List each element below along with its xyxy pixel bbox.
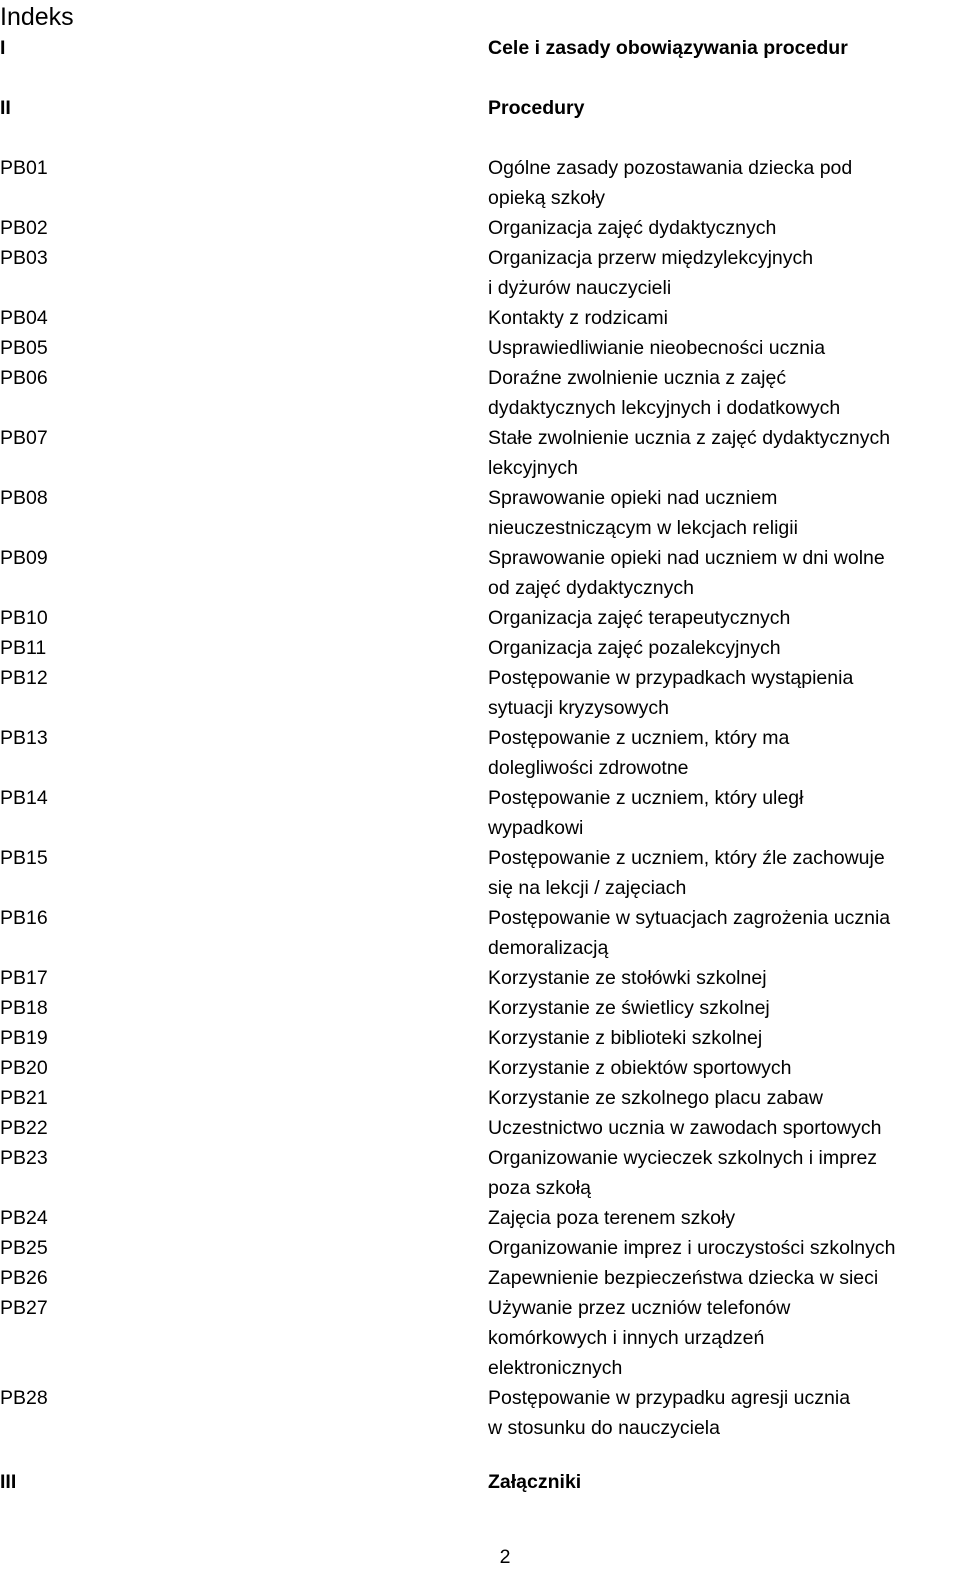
section-goals [0, 33, 960, 63]
procedure-title-line: Korzystanie ze stołówki szkolnej [488, 967, 767, 989]
procedure-title-line: poza szkołą [488, 1177, 591, 1199]
procedure-title-line: komórkowych i innych urządzeń [488, 1327, 765, 1349]
procedure-title-line: Postępowanie w sytuacjach zagrożenia ucznia [488, 907, 891, 929]
procedure-row [0, 1113, 960, 1143]
procedure-row [0, 1263, 960, 1293]
procedure-title-line: Zapewnienie bezpieczeństwa dziecka w sieci [488, 1267, 879, 1289]
procedure-title-line: Organizacja zajęć pozalekcyjnych [488, 637, 781, 659]
procedure-row [0, 633, 960, 663]
procedure-title-line: od zajęć dydaktycznych [488, 577, 694, 599]
procedure-code: PB01 [0, 157, 48, 179]
procedure-title [488, 1083, 960, 1113]
procedure-row [0, 723, 960, 783]
index-title: Indeks [0, 3, 74, 31]
procedure-title [488, 243, 960, 303]
procedure-title-line: Sprawowanie opieki nad uczniem [488, 487, 778, 509]
procedure-row [0, 1293, 960, 1383]
procedure-title [488, 363, 960, 423]
procedure-title-line: Postępowanie w przypadku agresji ucznia [488, 1387, 851, 1409]
procedure-code: PB03 [0, 247, 48, 269]
procedure-title-line: Organizacja zajęć terapeutycznych [488, 607, 791, 629]
procedure-code: PB05 [0, 337, 48, 359]
procedure-title [488, 1233, 960, 1263]
procedure-code: PB22 [0, 1117, 48, 1139]
procedure-title [488, 663, 960, 723]
procedure-title [488, 993, 960, 1023]
procedure-title-line: się na lekcji / zajęciach [488, 877, 687, 899]
procedure-code: PB25 [0, 1237, 48, 1259]
procedure-title [488, 1053, 960, 1083]
section-title: Załączniki [488, 1471, 582, 1493]
procedure-title-line: demoralizacją [488, 937, 609, 959]
procedure-code: PB28 [0, 1387, 48, 1409]
procedure-title [488, 843, 960, 903]
procedure-title-line: Organizacja przerw międzylekcyjnych [488, 247, 814, 269]
procedure-code: PB04 [0, 307, 48, 329]
page-number: 2 [499, 1546, 511, 1568]
procedure-row [0, 1233, 960, 1263]
procedure-row [0, 1083, 960, 1113]
procedure-title-line: Organizowanie imprez i uroczystości szkolnych [488, 1237, 896, 1259]
procedure-row [0, 1203, 960, 1233]
procedure-code: PB07 [0, 427, 48, 449]
procedure-row [0, 423, 960, 483]
procedure-title [488, 783, 960, 843]
procedure-code: PB16 [0, 907, 48, 929]
procedure-code: PB06 [0, 367, 48, 389]
procedure-title [488, 1143, 960, 1203]
procedure-title-line: Stałe zwolnienie ucznia z zajęć dydaktycznych [488, 427, 891, 449]
procedure-row [0, 483, 960, 543]
procedure-row [0, 663, 960, 723]
section-attachments [0, 1467, 960, 1497]
procedure-code: PB20 [0, 1057, 48, 1079]
procedure-code: PB08 [0, 487, 48, 509]
section-title: Cele i zasady obowiązywania procedur [488, 37, 848, 59]
procedure-row [0, 1023, 960, 1053]
procedure-title [488, 423, 960, 483]
procedure-title-line: Korzystanie z obiektów sportowych [488, 1057, 792, 1079]
procedure-title-line: sytuacji kryzysowych [488, 697, 669, 719]
procedure-title-line: Organizacja zajęć dydaktycznych [488, 217, 777, 239]
procedure-title-line: Uczestnictwo ucznia w zawodach sportowych [488, 1117, 882, 1139]
procedure-title [488, 483, 960, 543]
procedure-title-line: Korzystanie z biblioteki szkolnej [488, 1027, 763, 1049]
procedure-row [0, 963, 960, 993]
procedure-code: PB19 [0, 1027, 48, 1049]
procedure-title-line: Doraźne zwolnienie ucznia z zajęć [488, 367, 787, 389]
procedure-title [488, 303, 960, 333]
procedure-code: PB09 [0, 547, 48, 569]
procedure-title [488, 903, 960, 963]
procedure-title-line: Korzystanie ze świetlicy szkolnej [488, 997, 770, 1019]
procedure-title-line: Usprawiedliwianie nieobecności ucznia [488, 337, 826, 359]
procedure-title [488, 1023, 960, 1053]
section-procedures [0, 93, 960, 123]
procedure-title [488, 213, 960, 243]
procedure-row [0, 783, 960, 843]
procedure-title-line: dolegliwości zdrowotne [488, 757, 689, 779]
procedure-row [0, 903, 960, 963]
procedure-code: PB24 [0, 1207, 48, 1229]
procedure-title-line: nieuczestniczącym w lekcjach religii [488, 517, 798, 539]
procedure-code: PB21 [0, 1087, 48, 1109]
procedure-row [0, 843, 960, 903]
procedure-title-line: lekcyjnych [488, 457, 578, 479]
procedure-title [488, 1293, 960, 1383]
procedure-row [0, 1383, 960, 1443]
procedure-title [488, 963, 960, 993]
procedure-row [0, 1143, 960, 1203]
procedure-code: PB12 [0, 667, 48, 689]
section-number: III [0, 1471, 17, 1493]
procedure-code: PB11 [0, 637, 47, 659]
procedure-title-line: Zajęcia poza terenem szkoły [488, 1207, 736, 1229]
procedure-row [0, 1053, 960, 1083]
procedure-title [488, 153, 960, 213]
procedure-row [0, 363, 960, 423]
procedure-title [488, 633, 960, 663]
procedure-code: PB15 [0, 847, 48, 869]
procedure-title [488, 1203, 960, 1233]
procedure-title-line: opieką szkoły [488, 187, 606, 209]
procedure-title [488, 603, 960, 633]
procedure-title [488, 723, 960, 783]
procedure-title-line: Postępowanie z uczniem, który źle zachowuje [488, 847, 885, 869]
procedure-code: PB13 [0, 727, 48, 749]
procedure-list [0, 153, 960, 1443]
procedure-title [488, 1113, 960, 1143]
procedure-title-line: Postępowanie z uczniem, który uległ [488, 787, 804, 809]
procedure-title-line: dydaktycznych lekcyjnych i dodatkowych [488, 397, 841, 419]
procedure-title-line: Kontakty z rodzicami [488, 307, 668, 329]
procedure-code: PB02 [0, 217, 48, 239]
procedure-row [0, 603, 960, 633]
procedure-row [0, 303, 960, 333]
procedure-row [0, 993, 960, 1023]
section-number: II [0, 97, 11, 119]
procedure-title-line: w stosunku do nauczyciela [488, 1417, 720, 1439]
procedure-title-line: wypadkowi [488, 817, 584, 839]
procedure-row [0, 543, 960, 603]
procedure-title [488, 543, 960, 603]
procedure-title [488, 1383, 960, 1443]
procedure-code: PB10 [0, 607, 48, 629]
procedure-title-line: Organizowanie wycieczek szkolnych i imprez [488, 1147, 878, 1169]
procedure-title [488, 333, 960, 363]
procedure-row [0, 333, 960, 363]
procedure-row [0, 243, 960, 303]
procedure-code: PB26 [0, 1267, 48, 1289]
procedure-title-line: Ogólne zasady pozostawania dziecka pod [488, 157, 853, 179]
procedure-title-line: elektronicznych [488, 1357, 623, 1379]
procedure-code: PB27 [0, 1297, 48, 1319]
procedure-title-line: Korzystanie ze szkolnego placu zabaw [488, 1087, 823, 1109]
procedure-row [0, 153, 960, 213]
section-title: Procedury [488, 97, 585, 119]
procedure-code: PB17 [0, 967, 48, 989]
procedure-title [488, 1263, 960, 1293]
procedure-title-line: Postępowanie z uczniem, który ma [488, 727, 790, 749]
procedure-code: PB14 [0, 787, 48, 809]
procedure-title-line: Postępowanie w przypadkach wystąpienia [488, 667, 854, 689]
section-number: I [0, 37, 6, 59]
procedure-code: PB18 [0, 997, 48, 1019]
procedure-title-line: Używanie przez uczniów telefonów [488, 1297, 791, 1319]
procedure-title-line: i dyżurów nauczycieli [488, 277, 672, 299]
procedure-title-line: Sprawowanie opieki nad uczniem w dni wolne [488, 547, 885, 569]
procedure-code: PB23 [0, 1147, 48, 1169]
procedure-row [0, 213, 960, 243]
